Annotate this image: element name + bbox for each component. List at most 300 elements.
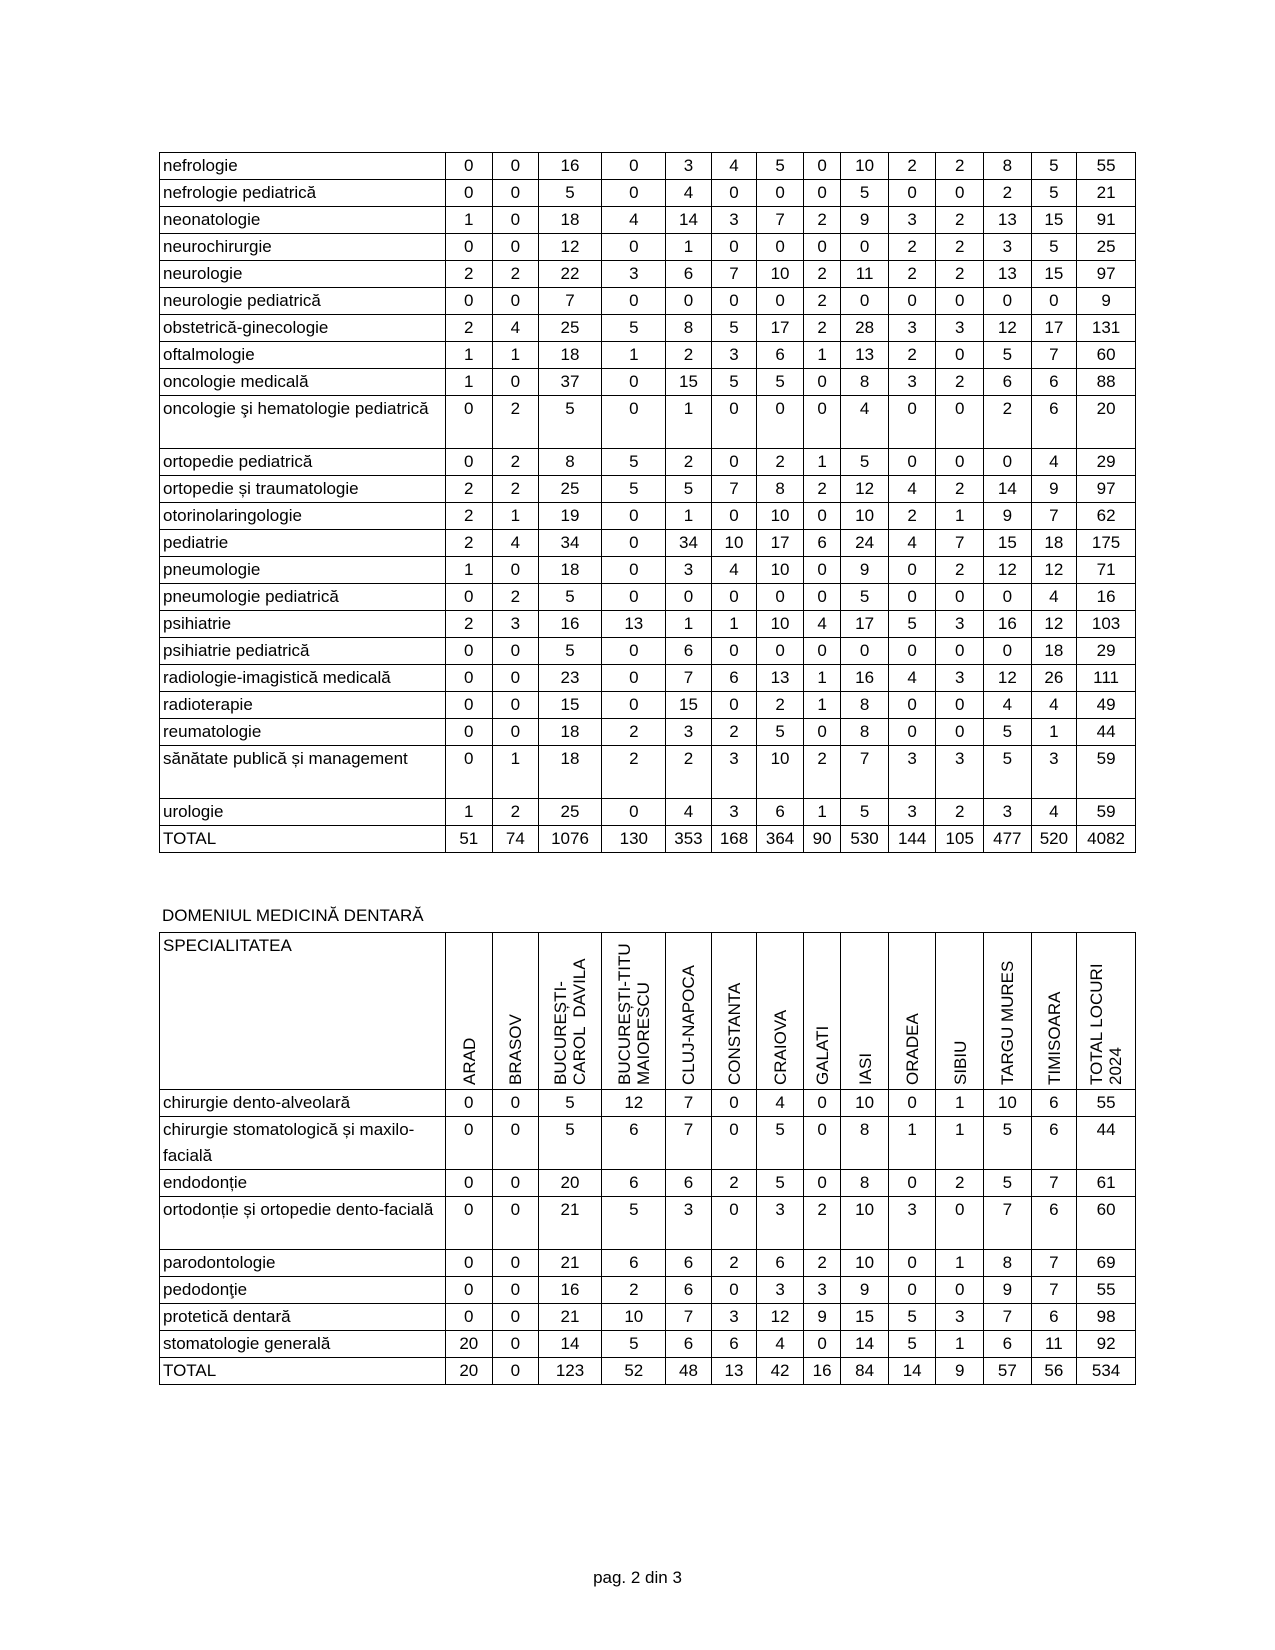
seat-count-cell: 14 [984, 476, 1032, 503]
seat-count-cell: 175 [1077, 530, 1136, 557]
seat-count-cell: 5 [602, 449, 666, 476]
seat-count-cell: 7 [1031, 342, 1077, 369]
seat-count-cell: 103 [1077, 611, 1136, 638]
seat-count-cell: 59 [1077, 746, 1136, 799]
seat-count-cell: 6 [666, 638, 712, 665]
seat-count-cell: 2 [711, 719, 757, 746]
column-header-label: CLUJ-NAPOCA [679, 965, 699, 1085]
specialty-name: ortopedie și traumatologie [160, 476, 446, 503]
seat-count-cell: 534 [1077, 1358, 1136, 1385]
seat-count-cell: 1 [936, 1250, 984, 1277]
seat-count-cell: 12 [841, 476, 889, 503]
seat-count-cell: 10 [841, 1250, 889, 1277]
seat-count-cell: 2 [757, 692, 804, 719]
seat-count-cell: 0 [888, 449, 936, 476]
seat-count-cell: 13 [711, 1358, 757, 1385]
table-row [160, 234, 1136, 261]
seat-count-cell: 3 [666, 153, 712, 180]
seat-count-cell: 3 [936, 746, 984, 799]
seat-count-cell: 4 [888, 476, 936, 503]
seat-count-cell: 10 [757, 746, 804, 799]
seat-count-cell: 10 [602, 1304, 666, 1331]
seat-count-cell: 5 [602, 1197, 666, 1250]
seat-count-cell: 0 [445, 1117, 493, 1170]
seat-count-cell: 5 [984, 1170, 1032, 1197]
seat-count-cell: 6 [602, 1250, 666, 1277]
seat-count-cell: 0 [445, 719, 493, 746]
seat-count-cell: 4 [666, 180, 712, 207]
seat-count-cell: 1 [445, 557, 493, 584]
seat-count-cell: 8 [666, 315, 712, 342]
seat-count-cell: 0 [493, 1117, 539, 1170]
seat-count-cell: 0 [888, 180, 936, 207]
seat-count-cell: 0 [602, 288, 666, 315]
table-row [160, 799, 1136, 826]
seat-count-cell: 7 [711, 261, 757, 288]
seat-count-cell: 2 [445, 530, 493, 557]
seat-count-cell: 0 [711, 692, 757, 719]
seat-count-cell: 6 [1031, 1197, 1077, 1250]
seat-count-cell: 4 [711, 557, 757, 584]
seat-count-cell: 7 [666, 1090, 712, 1117]
seat-count-cell: 10 [841, 1090, 889, 1117]
seat-count-cell: 0 [803, 719, 840, 746]
seat-count-cell: 10 [757, 611, 804, 638]
seat-count-cell: 71 [1077, 557, 1136, 584]
seat-count-cell: 2 [493, 799, 539, 826]
seat-count-cell: 12 [1031, 611, 1077, 638]
seat-count-cell: 29 [1077, 638, 1136, 665]
seat-count-cell: 97 [1077, 476, 1136, 503]
table-row [160, 369, 1136, 396]
seat-count-cell: 2 [666, 449, 712, 476]
seat-count-cell: 5 [538, 1090, 602, 1117]
seat-count-cell: 3 [803, 1277, 840, 1304]
seat-count-cell: 14 [666, 207, 712, 234]
table-row [160, 1304, 1136, 1331]
table-row [160, 1197, 1136, 1250]
seat-count-cell: 0 [803, 153, 840, 180]
seat-count-cell: 8 [841, 369, 889, 396]
seat-count-cell: 2 [493, 476, 539, 503]
seat-count-cell: 0 [602, 153, 666, 180]
seat-count-cell: 7 [757, 207, 804, 234]
column-header-city [493, 933, 539, 1090]
seat-count-cell: 48 [666, 1358, 712, 1385]
seat-count-cell: 2 [666, 342, 712, 369]
domain-title: DOMENIUL MEDICINĂ DENTARĂ [162, 906, 424, 925]
specialty-name: pneumologie [160, 557, 446, 584]
seat-count-cell: 0 [666, 584, 712, 611]
seat-count-cell: 3 [711, 799, 757, 826]
specialty-name: psihiatrie pediatrică [160, 638, 446, 665]
seat-count-cell: 3 [888, 207, 936, 234]
seat-count-cell: 92 [1077, 1331, 1136, 1358]
seat-count-cell: 3 [711, 342, 757, 369]
seat-count-cell: 17 [757, 315, 804, 342]
seat-count-cell: 5 [757, 153, 804, 180]
seat-count-cell: 0 [493, 1304, 539, 1331]
seat-count-cell: 0 [936, 692, 984, 719]
seat-count-cell: 7 [666, 1117, 712, 1170]
seat-count-cell: 2 [936, 799, 984, 826]
seat-count-cell: 5 [711, 369, 757, 396]
table-row [160, 1277, 1136, 1304]
seat-count-cell: 11 [841, 261, 889, 288]
seat-count-cell: 0 [493, 1250, 539, 1277]
table-row [160, 1090, 1136, 1117]
seat-count-cell: 6 [984, 1331, 1032, 1358]
specialty-name: sănătate publică și management [160, 746, 446, 799]
seat-count-cell: 0 [602, 180, 666, 207]
specialty-name: nefrologie pediatrică [160, 180, 446, 207]
specialty-name: ortodonție și ortopedie dento-facială [160, 1197, 446, 1250]
seat-count-cell: 1 [666, 611, 712, 638]
seat-count-cell: 3 [602, 261, 666, 288]
total-row [160, 826, 1136, 853]
seat-count-cell: 0 [711, 449, 757, 476]
seat-count-cell: 26 [1031, 665, 1077, 692]
seat-count-cell: 7 [1031, 1277, 1077, 1304]
seat-count-cell: 2 [803, 746, 840, 799]
seat-count-cell: 0 [888, 1250, 936, 1277]
seat-count-cell: 0 [936, 584, 984, 611]
seat-count-cell: 8 [984, 153, 1032, 180]
seat-count-cell: 5 [538, 396, 602, 449]
seat-count-cell: 0 [757, 638, 804, 665]
seat-count-cell: 2 [602, 719, 666, 746]
seat-count-cell: 0 [803, 584, 840, 611]
seat-count-cell: 18 [538, 719, 602, 746]
seat-count-cell: 34 [666, 530, 712, 557]
seat-count-cell: 3 [936, 315, 984, 342]
seat-count-cell: 2 [803, 315, 840, 342]
seat-count-cell: 12 [602, 1090, 666, 1117]
seat-count-cell: 98 [1077, 1304, 1136, 1331]
seat-count-cell: 1 [936, 1331, 984, 1358]
table-row [160, 719, 1136, 746]
seat-count-cell: 0 [711, 234, 757, 261]
seat-count-cell: 2 [888, 261, 936, 288]
seat-count-cell: 0 [666, 288, 712, 315]
seat-count-cell: 7 [1031, 1170, 1077, 1197]
seat-count-cell: 5 [841, 584, 889, 611]
seat-count-cell: 2 [803, 476, 840, 503]
seat-count-cell: 0 [841, 288, 889, 315]
seat-count-cell: 12 [757, 1304, 804, 1331]
seat-count-cell: 12 [984, 557, 1032, 584]
seat-count-cell: 12 [538, 234, 602, 261]
specialty-name: stomatologie generală [160, 1331, 446, 1358]
seat-count-cell: 3 [711, 746, 757, 799]
seat-count-cell: 5 [602, 315, 666, 342]
column-header-label: GALATI [813, 1025, 833, 1085]
seat-count-cell: 7 [666, 1304, 712, 1331]
seat-count-cell: 16 [538, 153, 602, 180]
column-header-label: TOTAL LOCURI 2024 [1087, 963, 1126, 1085]
seat-count-cell: 18 [538, 207, 602, 234]
seat-count-cell: 25 [538, 315, 602, 342]
specialty-name: radiologie-imagistică medicală [160, 665, 446, 692]
table-row [160, 665, 1136, 692]
seat-count-cell: 0 [493, 719, 539, 746]
seat-count-cell: 2 [803, 288, 840, 315]
column-header-city [936, 933, 984, 1090]
seat-count-cell: 20 [445, 1331, 493, 1358]
seat-count-cell: 84 [841, 1358, 889, 1385]
seat-count-cell: 3 [666, 1197, 712, 1250]
specialty-name: urologie [160, 799, 446, 826]
seat-count-cell: 2 [936, 557, 984, 584]
seat-count-cell: 5 [888, 1331, 936, 1358]
seat-count-cell: 49 [1077, 692, 1136, 719]
column-header-label: SIBIU [950, 1040, 970, 1085]
seat-count-cell: 10 [711, 530, 757, 557]
specialty-name: endodonție [160, 1170, 446, 1197]
column-header-label: TIMISOARA [1044, 991, 1064, 1085]
seat-count-cell: 0 [445, 1197, 493, 1250]
seat-count-cell: 0 [602, 557, 666, 584]
specialty-name: ortopedie pediatrică [160, 449, 446, 476]
seat-count-cell: 5 [757, 369, 804, 396]
table-row [160, 207, 1136, 234]
seat-count-cell: 0 [841, 638, 889, 665]
seat-count-cell: 8 [984, 1250, 1032, 1277]
seat-count-cell: 7 [841, 746, 889, 799]
seat-count-cell: 61 [1077, 1170, 1136, 1197]
seat-count-cell: 2 [711, 1250, 757, 1277]
seat-count-cell: 0 [602, 799, 666, 826]
seat-count-cell: 6 [803, 530, 840, 557]
column-header-label: BRASOV [506, 1014, 526, 1085]
seat-count-cell: 0 [493, 1090, 539, 1117]
seat-count-cell: 2 [602, 746, 666, 799]
seat-count-cell: 8 [841, 719, 889, 746]
table-row [160, 1117, 1136, 1170]
seat-count-cell: 25 [1077, 234, 1136, 261]
seat-count-cell: 0 [445, 584, 493, 611]
seat-count-cell: 6 [757, 799, 804, 826]
seat-count-cell: 3 [984, 799, 1032, 826]
seat-count-cell: 0 [493, 1197, 539, 1250]
column-header-city [888, 933, 936, 1090]
seat-count-cell: 3 [936, 665, 984, 692]
seat-count-cell: 6 [666, 1170, 712, 1197]
seat-count-cell: 16 [984, 611, 1032, 638]
column-header-label: ORADEA [903, 1013, 923, 1085]
table-row [160, 746, 1136, 799]
seat-count-cell: 6 [666, 1250, 712, 1277]
seat-count-cell: 8 [757, 476, 804, 503]
seat-count-cell: 0 [888, 584, 936, 611]
column-header-city [538, 933, 602, 1090]
seat-count-cell: 5 [1031, 153, 1077, 180]
seat-count-cell: 4 [757, 1331, 804, 1358]
seat-count-cell: 14 [888, 1358, 936, 1385]
seat-count-cell: 34 [538, 530, 602, 557]
seat-count-cell: 0 [888, 288, 936, 315]
seat-count-cell: 5 [1031, 234, 1077, 261]
seat-count-cell: 37 [538, 369, 602, 396]
specialty-name: TOTAL [160, 1358, 446, 1385]
seat-count-cell: 3 [888, 1197, 936, 1250]
seat-count-cell: 0 [602, 665, 666, 692]
seat-count-cell: 0 [493, 1358, 539, 1385]
seat-count-cell: 12 [984, 315, 1032, 342]
seat-count-cell: 0 [602, 369, 666, 396]
seat-count-cell: 9 [936, 1358, 984, 1385]
seat-count-cell: 10 [757, 557, 804, 584]
seat-count-cell: 3 [666, 557, 712, 584]
seat-count-cell: 168 [711, 826, 757, 853]
seat-count-cell: 0 [803, 1331, 840, 1358]
seat-count-cell: 520 [1031, 826, 1077, 853]
seat-count-cell: 17 [841, 611, 889, 638]
seat-count-cell: 0 [445, 692, 493, 719]
seat-count-cell: 0 [445, 1304, 493, 1331]
seat-count-cell: 0 [602, 584, 666, 611]
seat-count-cell: 530 [841, 826, 889, 853]
seat-count-cell: 19 [538, 503, 602, 530]
seat-count-cell: 60 [1077, 1197, 1136, 1250]
seat-count-cell: 9 [984, 1277, 1032, 1304]
seat-count-cell: 3 [888, 369, 936, 396]
seat-count-cell: 0 [936, 342, 984, 369]
seat-count-cell: 0 [445, 180, 493, 207]
seat-count-cell: 12 [984, 665, 1032, 692]
seat-count-cell: 14 [538, 1331, 602, 1358]
seat-count-cell: 3 [936, 611, 984, 638]
seat-count-cell: 9 [841, 1277, 889, 1304]
seat-count-cell: 2 [493, 396, 539, 449]
seat-count-cell: 1 [666, 503, 712, 530]
seat-count-cell: 0 [984, 584, 1032, 611]
specialty-name: neurologie pediatrică [160, 288, 446, 315]
seat-count-cell: 90 [803, 826, 840, 853]
seat-count-cell: 2 [936, 476, 984, 503]
seat-count-cell: 105 [936, 826, 984, 853]
table-row [160, 261, 1136, 288]
seat-count-cell: 4 [757, 1090, 804, 1117]
table-row [160, 503, 1136, 530]
seat-count-cell: 2 [445, 611, 493, 638]
seat-count-cell: 0 [936, 719, 984, 746]
seat-count-cell: 144 [888, 826, 936, 853]
seat-count-cell: 18 [538, 557, 602, 584]
seat-count-cell: 0 [445, 234, 493, 261]
seat-count-cell: 0 [757, 584, 804, 611]
total-row [160, 1358, 1136, 1385]
seat-count-cell: 3 [711, 1304, 757, 1331]
seat-count-cell: 0 [803, 1170, 840, 1197]
seat-count-cell: 353 [666, 826, 712, 853]
seat-count-cell: 4 [1031, 692, 1077, 719]
specialty-name: pediatrie [160, 530, 446, 557]
seat-count-cell: 0 [711, 503, 757, 530]
table-row [160, 1250, 1136, 1277]
seat-count-cell: 2 [936, 234, 984, 261]
seat-count-cell: 2 [936, 207, 984, 234]
seat-count-cell: 6 [711, 1331, 757, 1358]
seat-count-cell: 3 [888, 315, 936, 342]
seat-count-cell: 3 [888, 746, 936, 799]
seat-count-cell: 9 [1077, 288, 1136, 315]
seat-count-cell: 4 [602, 207, 666, 234]
seat-count-cell: 6 [984, 369, 1032, 396]
seat-count-cell: 1 [936, 1090, 984, 1117]
seat-count-cell: 17 [1031, 315, 1077, 342]
seat-count-cell: 3 [888, 799, 936, 826]
seat-count-cell: 8 [841, 692, 889, 719]
seat-count-cell: 5 [757, 1170, 804, 1197]
seat-count-cell: 5 [841, 180, 889, 207]
seat-count-cell: 3 [1031, 746, 1077, 799]
seat-count-cell: 2 [602, 1277, 666, 1304]
seat-count-cell: 23 [538, 665, 602, 692]
seat-count-cell: 8 [538, 449, 602, 476]
seat-count-cell: 5 [888, 611, 936, 638]
specialty-name: oftalmologie [160, 342, 446, 369]
seat-count-cell: 91 [1077, 207, 1136, 234]
seat-count-cell: 60 [1077, 342, 1136, 369]
seat-count-cell: 0 [493, 234, 539, 261]
seat-count-cell: 0 [445, 746, 493, 799]
column-header-city [841, 933, 889, 1090]
seat-count-cell: 0 [757, 288, 804, 315]
seat-count-cell: 1 [1031, 719, 1077, 746]
seat-count-cell: 1 [803, 799, 840, 826]
seat-count-cell: 7 [538, 288, 602, 315]
seat-count-cell: 6 [1031, 1117, 1077, 1170]
seat-count-cell: 7 [984, 1304, 1032, 1331]
seat-count-cell: 1 [493, 503, 539, 530]
seat-count-cell: 20 [445, 1358, 493, 1385]
seat-count-cell: 10 [757, 503, 804, 530]
column-header-city [666, 933, 712, 1090]
seat-count-cell: 15 [666, 369, 712, 396]
specialty-name: chirurgie dento-alveolară [160, 1090, 446, 1117]
seat-count-cell: 0 [711, 1197, 757, 1250]
seat-count-cell: 0 [757, 396, 804, 449]
seat-count-cell: 0 [803, 503, 840, 530]
specialty-name: protetică dentară [160, 1304, 446, 1331]
seat-count-cell: 0 [445, 449, 493, 476]
seat-count-cell: 0 [936, 638, 984, 665]
seat-count-cell: 2 [445, 476, 493, 503]
seat-count-cell: 2 [936, 261, 984, 288]
seat-count-cell: 1 [936, 503, 984, 530]
specialty-name: chirurgie stomatologică și maxilo-facială [160, 1117, 446, 1170]
seat-count-cell: 2 [711, 1170, 757, 1197]
seat-count-cell: 0 [803, 234, 840, 261]
seat-count-cell: 28 [841, 315, 889, 342]
table-row [160, 153, 1136, 180]
seat-count-cell: 0 [803, 396, 840, 449]
seat-count-cell: 5 [841, 449, 889, 476]
table-row [160, 449, 1136, 476]
seat-count-cell: 2 [803, 261, 840, 288]
seat-count-cell: 5 [984, 342, 1032, 369]
seat-count-cell: 44 [1077, 719, 1136, 746]
specialty-name: oncologie medicală [160, 369, 446, 396]
seat-count-cell: 0 [493, 369, 539, 396]
seat-count-cell: 18 [1031, 530, 1077, 557]
seat-count-cell: 0 [493, 1170, 539, 1197]
seat-count-cell: 0 [602, 530, 666, 557]
seat-count-cell: 59 [1077, 799, 1136, 826]
seat-count-cell: 12 [1031, 557, 1077, 584]
seat-count-cell: 6 [602, 1117, 666, 1170]
